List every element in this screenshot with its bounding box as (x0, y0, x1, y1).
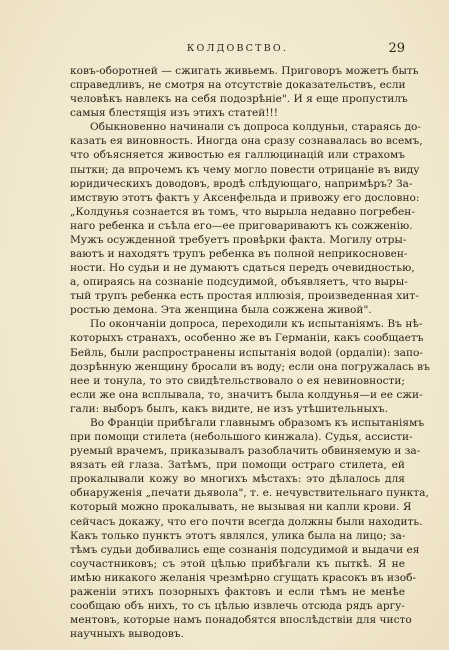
body-text (70, 64, 430, 641)
text-line: самыя блестящія изъ этихъ статей!!! (70, 107, 279, 120)
text-line: Бейль, были распространены испытанія водой (ордаліи): запо- (70, 346, 423, 359)
text-line: тый трупъ ребенка есть простая иллюзія, произведенная хит- (70, 290, 419, 303)
text-line: если же она всплывала, то, значитъ была колдунья—и ее сжи- (70, 388, 423, 401)
text-line: дозрѣнную женщину бросали въ воду; если она погружалась въ (70, 360, 430, 373)
text-line: Обыкновенно начинали съ допроса колдуньи, стараясь до- (90, 121, 421, 134)
text-line: Мужъ осужденной требуетъ провѣрки факта. Могилу отры- (70, 233, 407, 246)
running-title: КОЛДОВСТВО. (186, 43, 289, 54)
text-line: пытки; да впрочемъ къ чему могло повести отрицаніе въ виду (70, 163, 420, 176)
text-line: раженіи этихъ позорныхъ фактовъ и если тѣмъ не менѣе (70, 585, 405, 598)
text-line: ковъ-оборотней — сжигать живьемъ. Приговоръ можетъ быть (70, 65, 419, 77)
text-line: ности. Но судьи и не думаютъ сдаться передъ очевидностью, (70, 262, 415, 275)
text-line: имѣю никакого желанія чрезмѣрно сгущать красокъ въ изоб- (70, 571, 417, 584)
text-line: гали: выборъ былъ, какъ видите, не изъ утѣшительныхъ. (70, 402, 389, 415)
text-line: Какъ только пунктъ этотъ являлся, улика была на лицо; за- (70, 529, 406, 542)
page-number: 29 (388, 41, 405, 56)
text-line: ментовъ, которые намъ понадобятся впослѣдствіи для чисто (70, 614, 412, 627)
text-line: что объясняется живостью ея галлюцинацій или страхомъ (70, 149, 405, 162)
text-line: тѣмъ судьи добивались еще сознанія подсудимой и выдачи ея (70, 543, 420, 556)
text-line: руемый врачемъ, приказывалъ разоблачить обвиняемую и за- (70, 445, 421, 458)
text-line: юридическихъ доводовъ, вродѣ слѣдующаго, напримѣръ? За- (70, 177, 413, 190)
text-line: справедливъ, не смотря на отсутствіе доказательствъ, если (70, 79, 406, 92)
text-line: Во Франціи прибѣгали главнымъ образомъ къ испытаніямъ (90, 416, 425, 429)
text-line: наго ребенка и съѣла его—ее приговариваютъ къ сожженію. (70, 219, 413, 232)
text-line: имствую этотъ фактъ у Аксенфельда и привожу его дословно: (70, 191, 420, 204)
text-line: научныхъ выводовъ. (70, 628, 184, 641)
text-line: По окончаніи допроса, переходили къ испытаніямъ. Въ нѣ- (90, 318, 423, 331)
text-line: обнаруженія „печати дьявола", т. е. нечувствительнаго пункта, (70, 487, 429, 500)
text-line: вязать ей глаза. Затѣмъ, при помощи остраго стилета, ей (70, 459, 405, 472)
text-line: ростью демона. Эта женщина была сожжена живой". (70, 304, 372, 317)
text-line: которыхъ странахъ, особенно же въ Германіи, какъ сообщаетъ (70, 332, 424, 345)
text-line: „Колдунья сознается въ томъ, что вырыла недавно погребен- (70, 205, 415, 218)
text-line: сейчасъ докажу, что его почти всегда должны были находить. (70, 515, 423, 528)
text-line: соучастниковъ; съ этой цѣлью прибѣгали къ пыткѣ. Я не (70, 557, 405, 570)
text-line: который можно прокалывать, не вызывая ни капли крови. Я (70, 501, 412, 514)
text-line: ваютъ и находятъ трупъ ребенка въ полной неприкосновен- (70, 248, 408, 261)
text-line: а, опираясь на сознаніе подсудимой, объявляетъ, что выры- (70, 276, 408, 289)
text-line: прокалывали кожу во многихъ мѣстахъ: это дѣлалось для (70, 473, 405, 486)
text-line: сообщаю объ нихъ, то съ цѣлью извлечь отсюда рядъ аргу- (70, 599, 405, 612)
text-line: человѣкъ навлекъ на себя подозрѣніе". И я еще пропустилъ (70, 93, 408, 106)
page-header (70, 41, 405, 57)
text-line: при помощи стилета (небольшого кинжала). Судья, ассисти- (70, 431, 413, 444)
text-line: казать ея виновность. Иногда она сразу сознавалась во всемъ, (70, 135, 423, 148)
text-line: нее и тонула, то это свидѣтельствовало о ея невиновности; (70, 374, 405, 387)
